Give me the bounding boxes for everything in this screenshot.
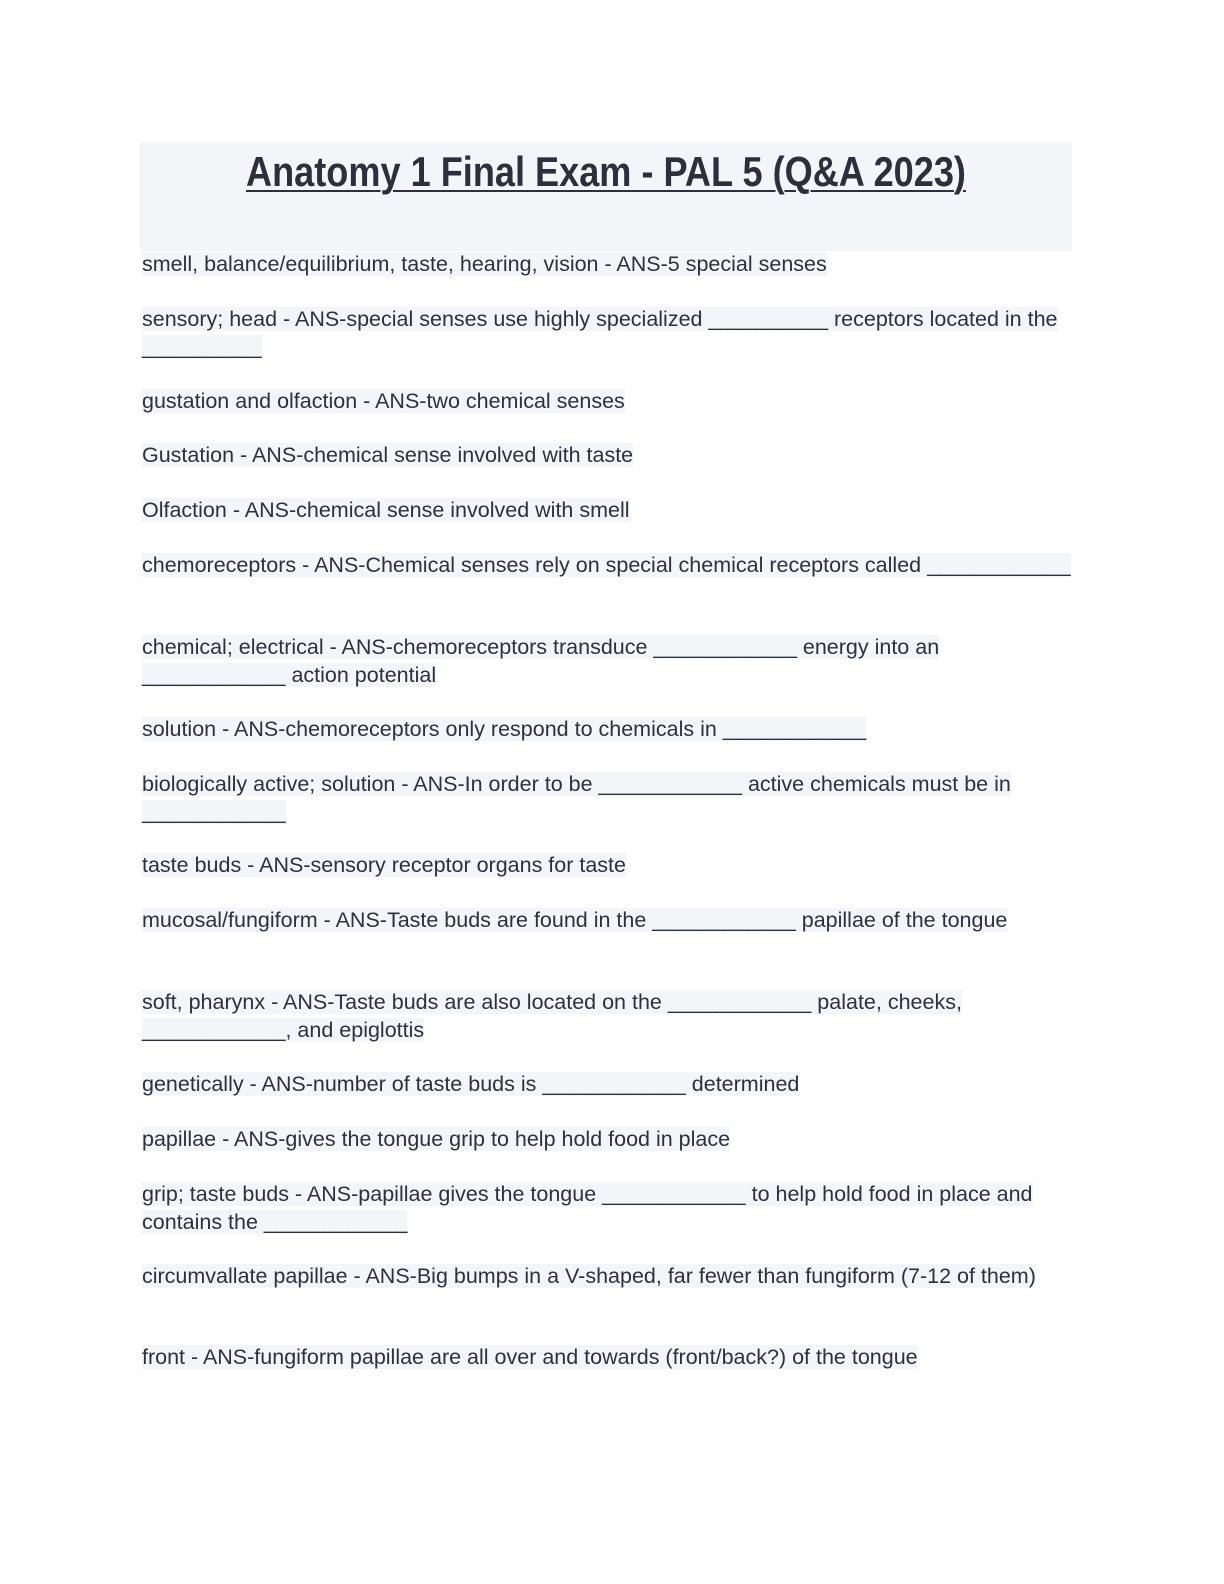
qa-text: Olfaction - ANS-chemical sense involved with smell	[142, 498, 630, 522]
qa-item	[142, 1071, 1072, 1099]
qa-item	[142, 852, 1072, 880]
qa-text: front - ANS-fungiform papillae are all over and towards (front/back?) of the tongue	[142, 1345, 918, 1369]
qa-text: grip; taste buds - ANS-papillae gives the tongue ____________ to help hold food in place and contains the ____________	[142, 1182, 1033, 1234]
qa-text: gustation and olfaction - ANS-two chemical senses	[142, 389, 625, 413]
qa-item	[142, 251, 1072, 279]
qa-item	[142, 306, 1072, 361]
qa-item	[142, 1181, 1072, 1236]
qa-text: circumvallate papillae - ANS-Big bumps in a V-shaped, far fewer than fungiform (7-12 of them)	[142, 1264, 1036, 1288]
qa-text: soft, pharynx - ANS-Taste buds are also located on the ____________ palate, cheeks, ____________, and epiglottis	[142, 990, 962, 1042]
qa-item	[142, 497, 1072, 525]
qa-item	[142, 771, 1072, 826]
qa-text: genetically - ANS-number of taste buds is ____________ determined	[142, 1072, 800, 1096]
qa-text: smell, balance/equilibrium, taste, hearing, vision - ANS-5 special senses	[142, 252, 827, 276]
qa-text: sensory; head - ANS-special senses use highly specialized __________ receptors located in the __________	[142, 307, 1058, 359]
qa-text: chemoreceptors - ANS-Chemical senses rely on special chemical receptors called ____________	[142, 553, 1071, 577]
qa-text: solution - ANS-chemoreceptors only respond to chemicals in ____________	[142, 717, 867, 741]
qa-item	[142, 388, 1072, 416]
page-title: Anatomy 1 Final Exam - PAL 5 (Q&A 2023)	[246, 148, 966, 195]
qa-item	[142, 1263, 1072, 1291]
qa-item	[142, 989, 1072, 1044]
qa-text: taste buds - ANS-sensory receptor organs for taste	[142, 853, 626, 877]
qa-text: mucosal/fungiform - ANS-Taste buds are found in the ____________ papillae of the tongue	[142, 908, 1008, 932]
qa-text: papillae - ANS-gives the tongue grip to help hold food in place	[142, 1127, 731, 1151]
qa-text: chemical; electrical - ANS-chemoreceptors transduce ____________ energy into an ____________ action potential	[142, 635, 940, 687]
qa-text: biologically active; solution - ANS-In order to be ____________ active chemicals must be in ____________	[142, 772, 1011, 824]
qa-item	[142, 634, 1072, 689]
qa-item	[142, 716, 1072, 744]
qa-item	[142, 552, 1072, 580]
qa-item	[142, 1344, 1072, 1372]
qa-item	[142, 1126, 1072, 1154]
qa-item	[142, 442, 1072, 470]
qa-item	[142, 907, 1072, 935]
qa-text: Gustation - ANS-chemical sense involved with taste	[142, 443, 634, 467]
